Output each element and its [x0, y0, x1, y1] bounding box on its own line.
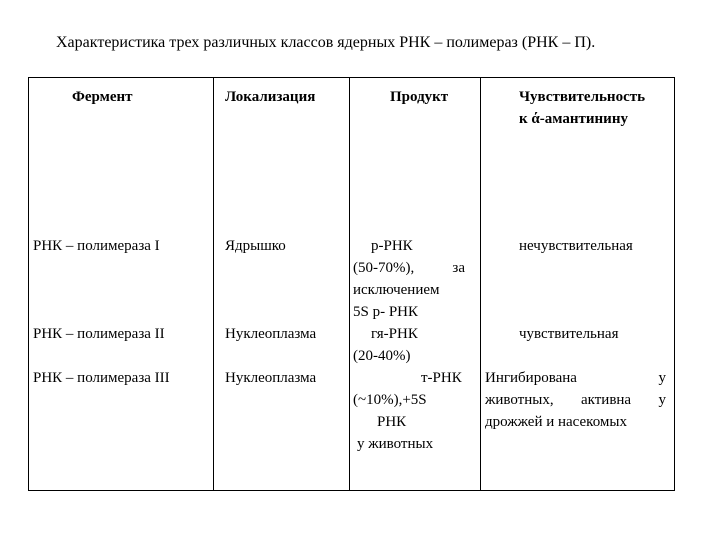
row3-sensitivity-line1: [485, 367, 666, 389]
row3-sensitivity-line2: [485, 389, 666, 411]
row3-product-line2: (~10%),+5S: [353, 392, 427, 408]
column-divider: [213, 78, 214, 490]
row1-enzyme: РНК – полимераза I: [33, 238, 160, 254]
column-divider: [480, 78, 481, 490]
row1-product-word: (50-70%),: [353, 260, 415, 276]
column-divider: [349, 78, 350, 490]
row3-product-line1: т-РНК: [421, 370, 462, 386]
header-sensitivity-line2: к ά-амантинину: [519, 111, 628, 127]
document-title: Характеристика трех различных классов ядерных РНК – полимераз (РНК – П).: [56, 34, 596, 51]
row2-sensitivity: чувствительная: [519, 326, 619, 342]
row1-localization: Ядрышко: [225, 238, 286, 254]
row2-product-line1: гя-РНК: [371, 326, 418, 342]
row1-product-word: за: [452, 260, 465, 276]
row2-localization: Нуклеоплазма: [225, 326, 317, 342]
row1-product-line3: исключением: [353, 282, 440, 298]
row3-localization: Нуклеоплазма: [225, 370, 317, 386]
row3-sensitivity-word: животных,: [485, 392, 554, 408]
header-product: Продукт: [390, 89, 449, 105]
row3-product-line3: РНК: [377, 414, 407, 430]
row3-sensitivity-word: у: [658, 370, 666, 386]
row1-product-line4: 5S р- РНК: [353, 304, 419, 320]
row1-sensitivity: нечувствительная: [519, 238, 633, 254]
header-localization: Локализация: [225, 89, 316, 105]
header-enzyme: Фермент: [72, 89, 133, 105]
row3-sensitivity-word: у: [658, 392, 666, 408]
header-sensitivity-line1: Чувствительность: [519, 89, 646, 105]
row3-sensitivity-line3: дрожжей и насекомых: [485, 414, 627, 430]
row2-enzyme: РНК – полимераза II: [33, 326, 165, 342]
row3-sensitivity-word: активна: [580, 392, 632, 408]
row3-product-line4: у животных: [357, 436, 434, 452]
row1-product-line2: [353, 257, 465, 279]
row3-enzyme: РНК – полимераза III: [33, 370, 170, 386]
row1-product-line1: р-РНК: [371, 238, 413, 254]
row3-sensitivity-word: Ингибирована: [485, 370, 577, 386]
row2-product-line2: (20-40%): [353, 348, 411, 364]
rna-polymerase-table: [28, 77, 675, 491]
